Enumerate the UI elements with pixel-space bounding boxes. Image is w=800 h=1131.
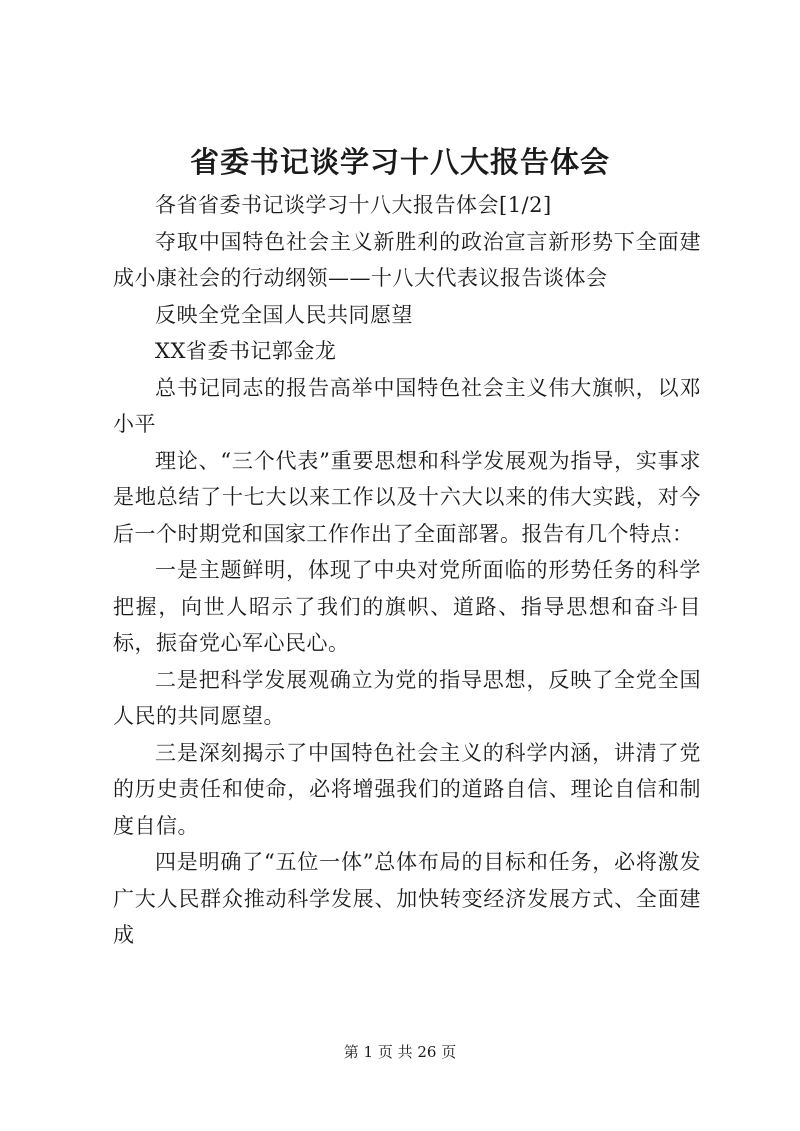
paragraph: 反映全党全国人民共同愿望 [155,302,413,327]
paragraph: 夺取中国特色社会主义新胜利的政治宣言新形势下全面建成小康社会的行动纲领——十八大代表议报告谈体会 [113,229,701,290]
document-title: 省委书记谈学习十八大报告体会 [189,145,610,179]
paragraph: 理论、“三个代表”重要思想和科学发展观为指导，实事求是地总结了十七大以来工作以及十六大以来的伟大实践，对今后一个时期党和国家工作作出了全面部署。报告有几个特点： [113,448,701,546]
paragraph: XX省委书记郭金龙 [155,339,337,363]
paragraph: 三是深刻揭示了中国特色社会主义的科学内涵，讲清了党的历史责任和使命，必将增强我们的道路自信、理论自信和制度自信。 [113,740,701,838]
paragraph: 二是把科学发展观确立为党的指导思想，反映了全党全国人民的共同愿望。 [113,667,701,728]
paragraph: 各省省委书记谈学习十八大报告体会[1/2] [155,193,552,217]
document-body [113,187,701,954]
paragraph: 四是明确了“五位一体”总体布局的目标和任务，必将激发广大人民群众推动科学发展、加快转变经济发展方式、全面建成 [113,850,701,947]
page-footer: 第 1 页 共 26 页 [343,1043,457,1061]
paragraph: 一是主题鲜明，体现了中央对党所面临的形势任务的科学把握，向世人昭示了我们的旗帜、道路、指导思想和奋斗目标，振奋党心军心民心。 [113,558,701,655]
paragraph: 总书记同志的报告高举中国特色社会主义伟大旗帜，以邓小平 [113,375,701,436]
